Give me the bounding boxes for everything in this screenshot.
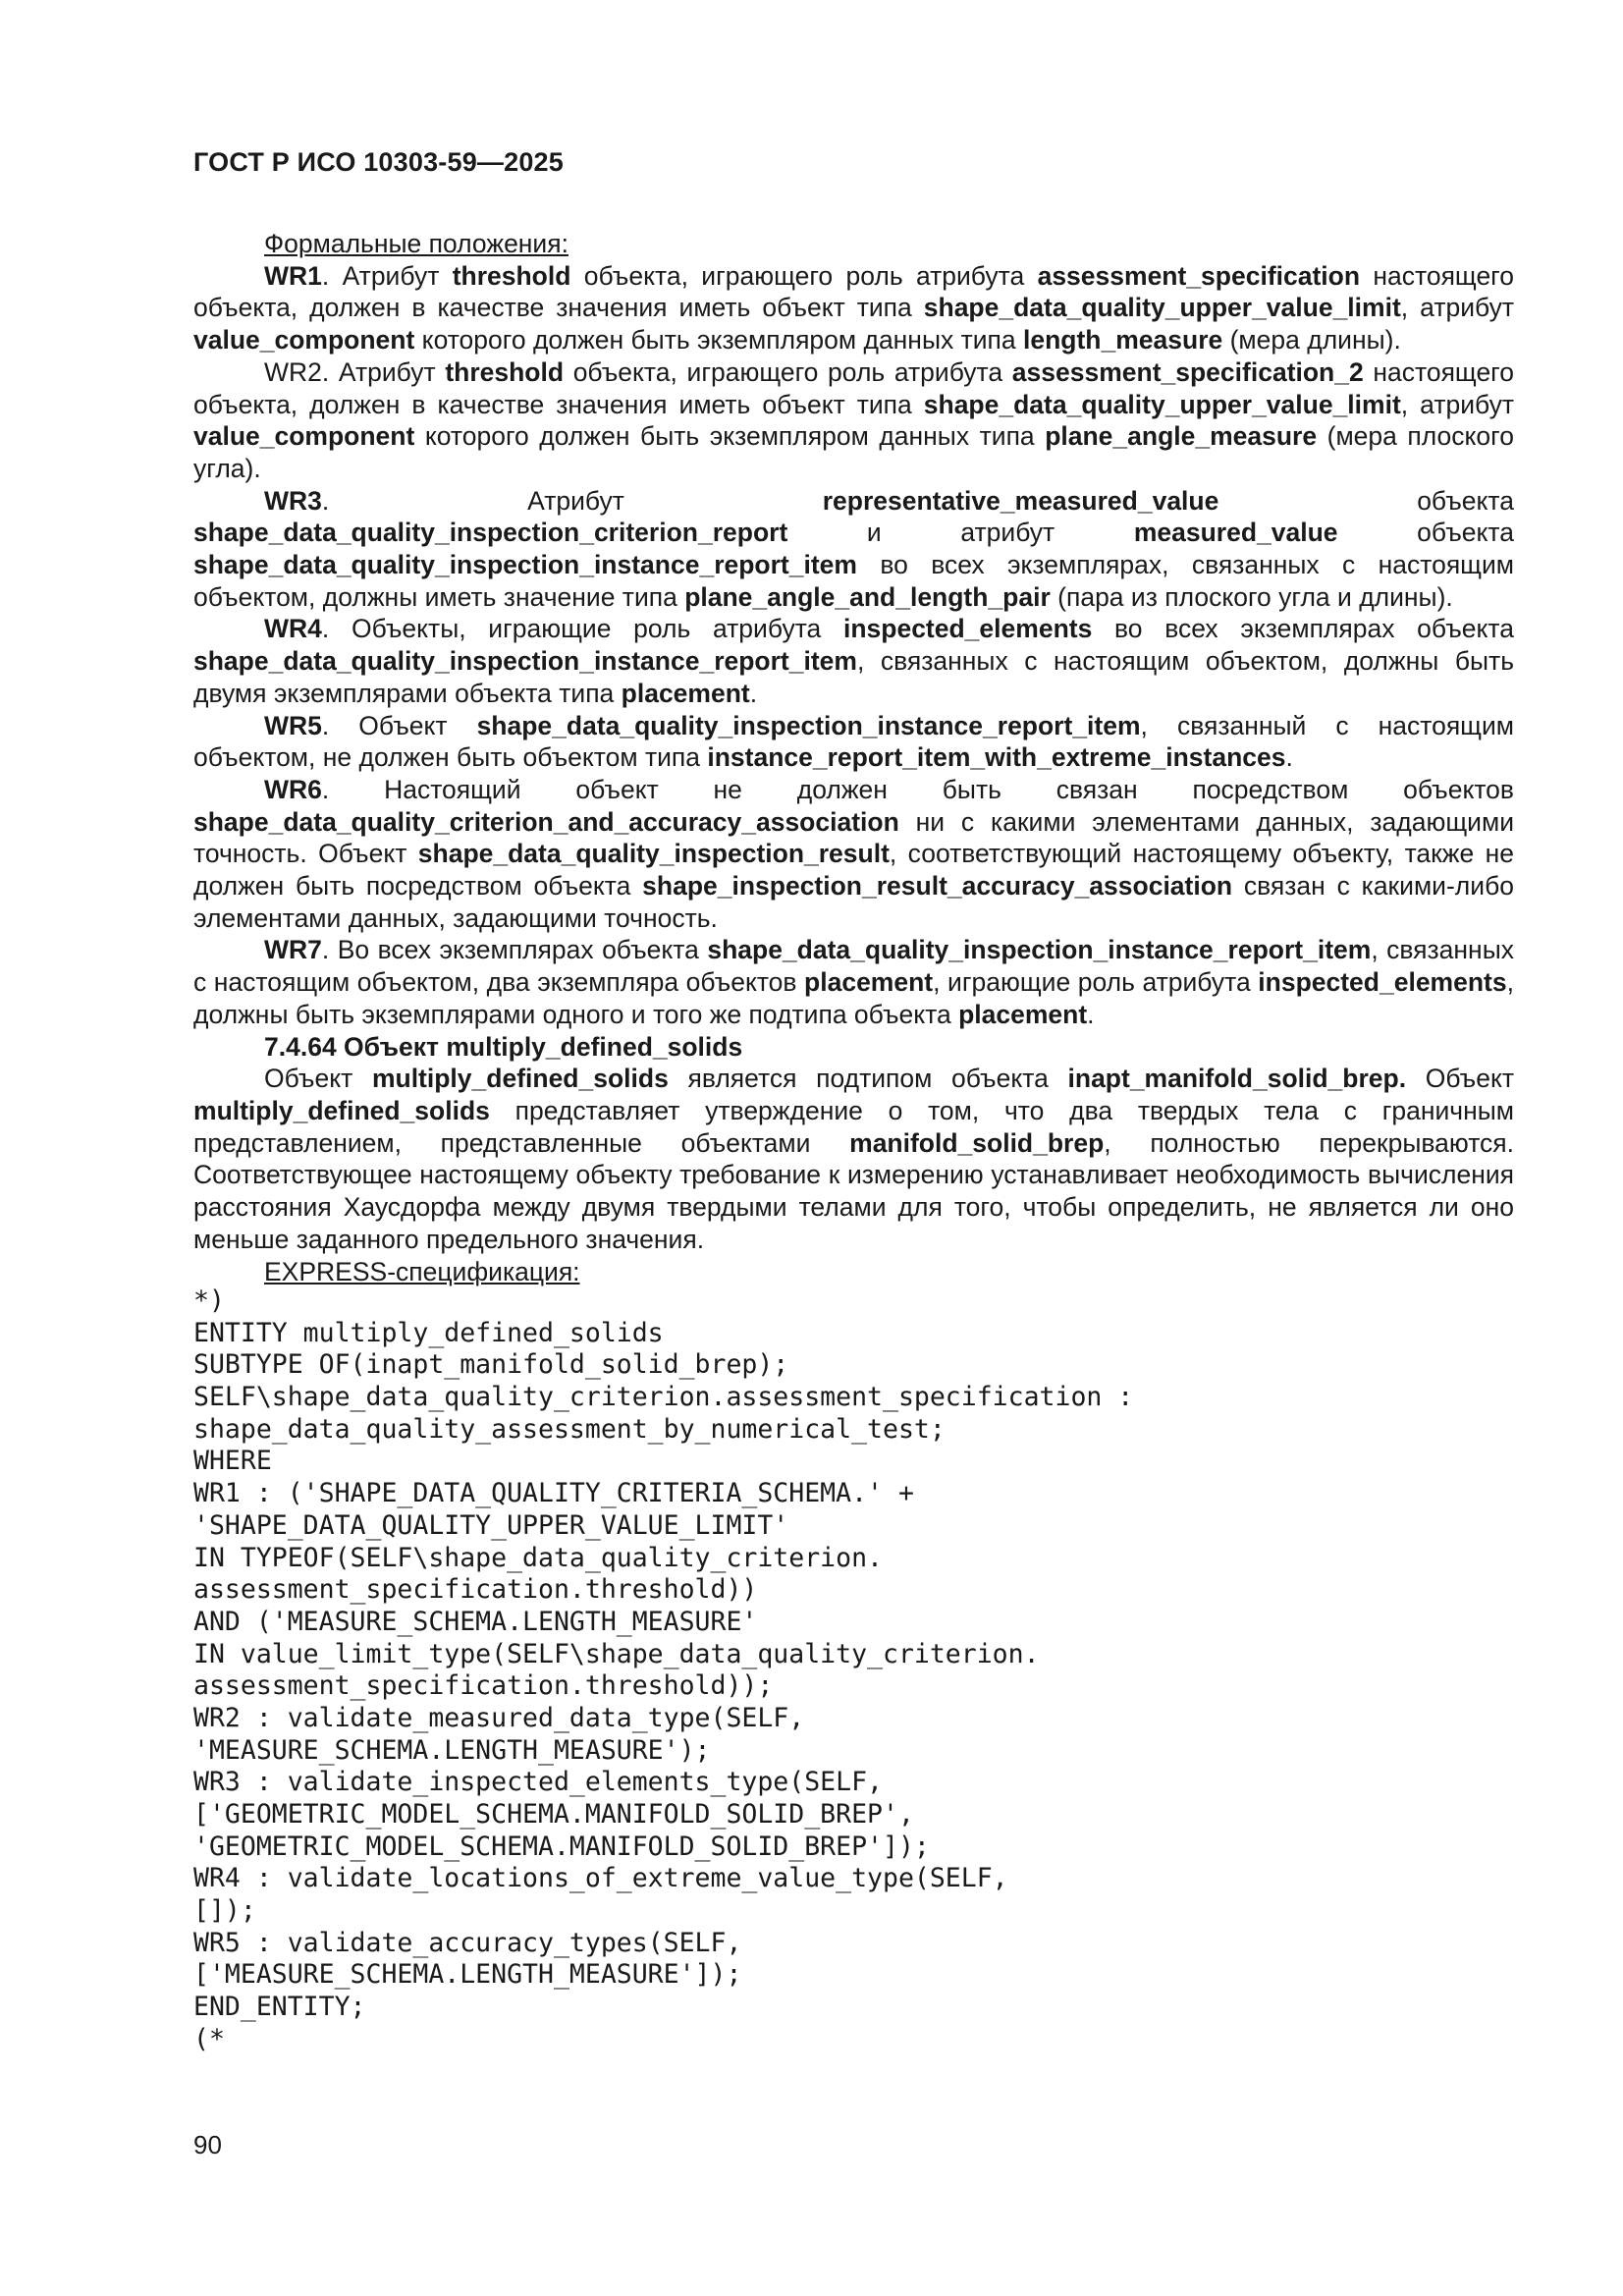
page-number: 90 [193,2130,222,2159]
code-line: 'MEASURE_SCHEMA.LENGTH_MEASURE'); [193,1734,711,1766]
code-line: ['GEOMETRIC_MODEL_SCHEMA.MANIFOLD_SOLID_BREP', [193,1799,914,1830]
express-code-block [193,1285,1514,2056]
code-line: IN value_limit_type(SELF\shape_data_quality_criterion. [193,1638,1040,1669]
section-paragraph: Объект multiply_defined_solids является подтипом объекта inapt_manifold_solid_brep. Объект multiply_defined_solids представляет утверждение о том, что два твердых тела с граничным представлением, представленные объектами manifold_solid_brep, полностью перекрываются. Соответствующее настоящему объекту требование к измерению устанавливает необходимость вычисления расстояния Хаусдорфа между двумя твердыми телами для того, чтобы определить, не является ли оно меньше заданного предельного значения. [193,1064,1515,1254]
code-line: ENTITY multiply_defined_solids [193,1317,664,1348]
rule-wr4: WR4. Объекты, играющие роль атрибута inspected_elements во всех экземплярах объекта shape_data_quality_inspection_instance_report_item, связанных с настоящим объектом, должны быть двумя экземплярами объекта типа placement. [193,614,1514,708]
code-line: (* [193,2023,225,2054]
rule-wr1: WR1. Атрибут threshold объекта, играющего роль атрибута assessment_specification настоящего объекта, должен в качестве значения иметь объект типа shape_data_quality_upper_value_limit, атрибут value_component которого должен быть экземпляром данных типа length_measure (мера длины). [193,260,1514,355]
code-line: WR5 : validate_accuracy_types(SELF, [193,1927,742,1958]
code-line: ['MEASURE_SCHEMA.LENGTH_MEASURE']); [193,1959,742,1991]
code-line: 'SHAPE_DATA_QUALITY_UPPER_VALUE_LIMIT' [193,1509,789,1541]
document-header: ГОСТ Р ИСО 10303-59—2025 [193,147,564,177]
rule-wr6: WR6. Настоящий объект не должен быть связан посредством объектов shape_data_quality_criterion_and_accuracy_association ни с какими элементами данных, задающими точность. Объект shape_data_quality_inspection_result, соответствующий настоящему объекту, также не должен быть посредством объекта shape_inspection_result_accuracy_association связан с какими-либо элементами данных, задающими точность. [193,774,1514,933]
formal-provisions-title: Формальные положения: [264,229,568,258]
code-line: IN TYPEOF(SELF\shape_data_quality_criterion. [193,1542,883,1573]
code-line: shape_data_quality_assessment_by_numerical_test; [193,1413,946,1445]
rule-wr5: WR5. Объект shape_data_quality_inspection_instance_report_item, связанный с настоящим объектом, не должен быть объектом типа instance_report_item_with_extreme_instances. [193,710,1515,773]
code-line: SELF\shape_data_quality_criterion.assessment_specification : [193,1382,1134,1413]
code-line: SUBTYPE OF(inapt_manifold_solid_brep); [193,1349,789,1381]
code-line: *) [193,1285,225,1316]
code-line: assessment_specification.threshold)) [193,1574,758,1606]
section-heading: 7.4.64 Объект multiply_defined_solids [264,1031,743,1062]
rule-wr7: WR7. Во всех экземплярах объекта shape_data_quality_inspection_instance_report_item, связанных с настоящим объектом, два экземпляра объектов placement, играющие роль атрибута inspected_elements, должны быть экземплярами одного и того же подтипа объекта placement. [193,935,1514,1029]
code-line: WR4 : validate_locations_of_extreme_value_type(SELF, [193,1863,1008,1894]
express-spec-title: EXPRESS-спецификация: [264,1256,580,1286]
code-line: AND ('MEASURE_SCHEMA.LENGTH_MEASURE' [193,1606,758,1637]
rule-wr2: WR2. Атрибут threshold объекта, играющего роль атрибута assessment_specification_2 настоящего объекта, должен в качестве значения иметь объект типа shape_data_quality_upper_value_limit, атрибут value_component которого должен быть экземпляром данных типа plane_angle_measure (мера плоского угла). [193,356,1514,483]
code-line: WR2 : validate_measured_data_type(SELF, [193,1702,805,1733]
code-line: WR1 : ('SHAPE_DATA_QUALITY_CRITERIA_SCHEMA.' + [193,1478,914,1509]
document-body [193,228,1514,1287]
rule-wr3: WR3. Атрибут representative_measured_value объекта shape_data_quality_inspection_criterion_report и атрибут measured_value объекта shape_data_quality_inspection_instance_report_item во всех экземплярах, связанных с настоящим объектом, должны иметь значение типа plane_angle_and_length_pair (пара из плоского угла и длины). [193,485,1515,612]
code-line: assessment_specification.threshold)); [193,1670,774,1702]
code-line: WHERE [193,1446,272,1477]
code-line: 'GEOMETRIC_MODEL_SCHEMA.MANIFOLD_SOLID_BREP']); [193,1831,930,1862]
code-line: WR3 : validate_inspected_elements_type(SELF, [193,1767,883,1798]
code-line: []); [193,1895,256,1927]
code-line: END_ENTITY; [193,1992,366,2023]
